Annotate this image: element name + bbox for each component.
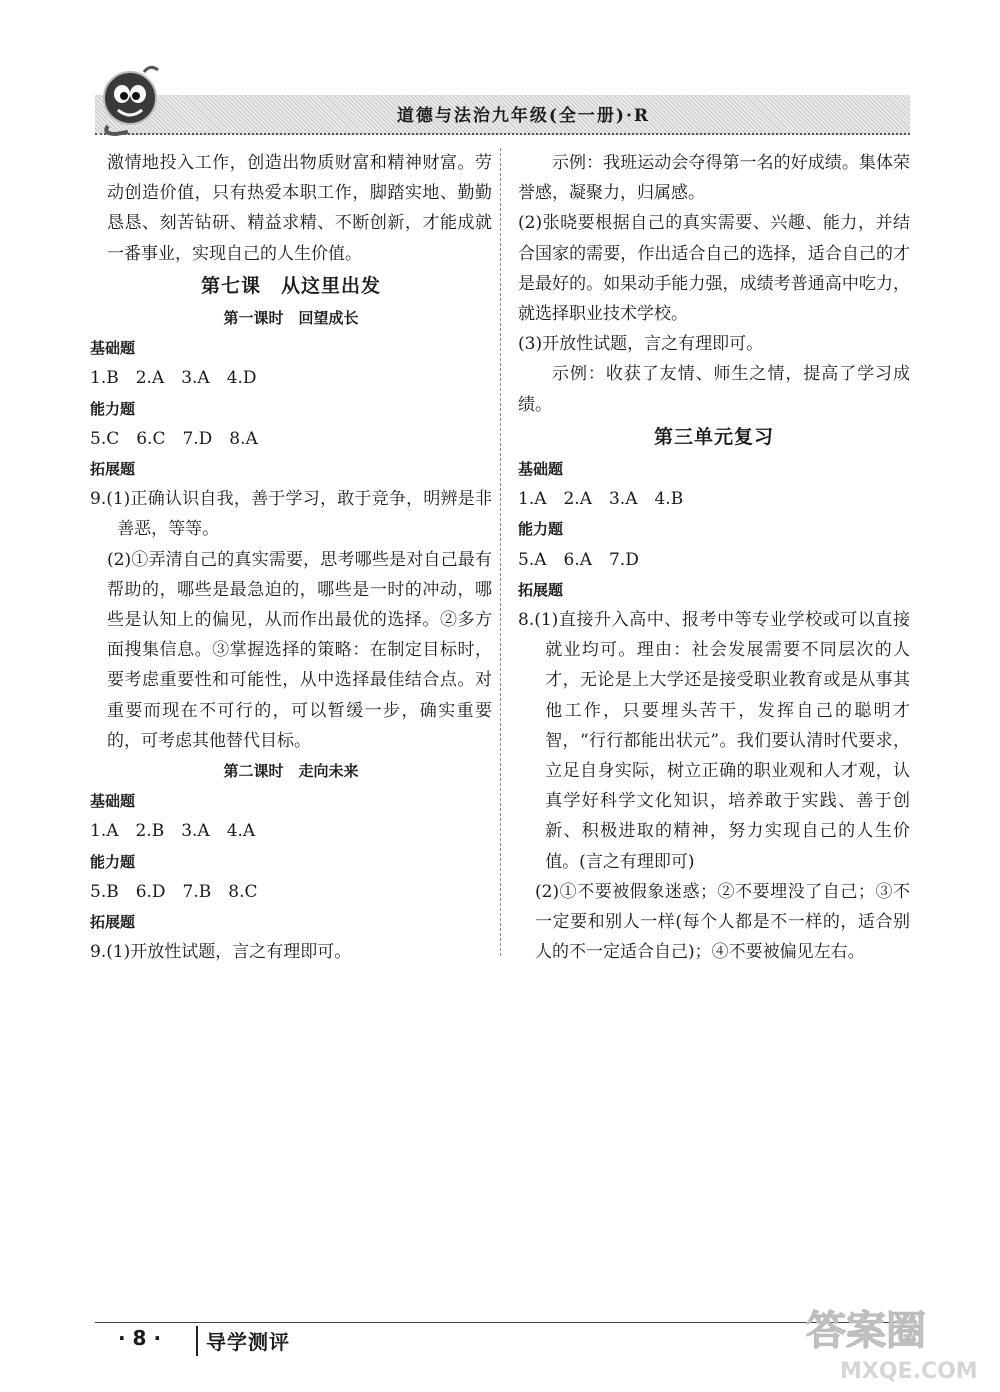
- watermark-text: 答案圈: [806, 1308, 926, 1354]
- ability-label: 能力题: [90, 399, 136, 418]
- q9-part2: (2)张晓要根据自己的真实需要、兴趣、能力，并结合国家的需要，作出适合自己的选择，适合自己的才是最好的。如果动手能力强，成绩考普通高中吃力，就选择职业技术学校。: [518, 213, 910, 325]
- example-2: 示例：收获了友情、师生之情，提高了学习成绩。: [518, 364, 910, 415]
- extension-label: 拓展题: [518, 580, 564, 599]
- basic-label: 基础题: [518, 460, 564, 479]
- basic-label: 基础题: [90, 792, 136, 811]
- watermark-url: MXQE.COM: [840, 1359, 978, 1384]
- review-basic-answers: 1.A 2.A 3.A 4.B: [518, 489, 684, 510]
- period1-q9-part1: 9.(1)正确认识自我，善于学习，敢于竞争，明辨是非善恶，等等。: [90, 489, 492, 540]
- period1-ability-answers: 5.C 6.C 7.D 8.A: [90, 428, 258, 449]
- example-1: 示例：我班运动会夺得第一名的好成绩。集体荣誉感，凝聚力，归属感。: [518, 153, 910, 204]
- extension-label: 拓展题: [90, 913, 136, 932]
- basic-label: 基础题: [90, 339, 136, 358]
- period2-title: 第二课时 走向未来: [223, 762, 359, 781]
- extension-label: 拓展题: [90, 460, 136, 479]
- review-ability-answers: 5.A 6.A 7.D: [518, 549, 639, 570]
- ability-label: 能力题: [518, 520, 564, 539]
- column-divider: [500, 148, 501, 956]
- ability-label: 能力题: [90, 852, 136, 871]
- review-q8-part1: 8.(1)直接升入高中、报考中等专业学校或可以直接就业均可。理由：社会发展需要不同层次的人才，无论是上大学还是接受职业教育或是从事其他工作，只要埋头苦干，发挥自己的聪明才智，“行行都能出状元”。我们要认清时代要求，立足自身实际，树立正确的职业观和人才观，认真学好科学文化知识，培养敢于实践、善于创新、积极进取的精神，努力实现自己的人生价值。(言之有理即可): [518, 610, 910, 872]
- lesson-title: 第七课 从这里出发: [200, 274, 381, 297]
- period1-basic-answers: 1.B 2.A 3.A 4.D: [90, 368, 257, 389]
- footer-separator: [196, 1326, 198, 1356]
- header-title: 道德与法治九年级(全一册)·R: [396, 106, 650, 126]
- left-column: [90, 148, 492, 967]
- watermark-logo-icon: [800, 1300, 990, 1384]
- page-number: · 8 ·: [118, 1326, 162, 1350]
- period2-q9-part1: 9.(1)开放性试题，言之有理即可。: [90, 942, 352, 963]
- answer-continuation: 激情地投入工作，创造出物质财富和精神财富。劳动创造价值，只有热爱本职工作，脚踏实地、勤勤恳恳、刻苦钻研、精益求精、不断创新，才能成就一番事业，实现自己的人生价值。: [107, 153, 492, 264]
- right-column: [518, 148, 910, 967]
- period1-title: 第一课时 回望成长: [223, 309, 359, 328]
- period1-q9-part2: (2)①弄清自己的真实需要，思考哪些是对自己最有帮助的，哪些是最急迫的，哪些是一时的冲动，哪些是认知上的偏见，从而作出最优的选择。②多方面搜集信息。③掌握选择的策略：在制定目标时，要考虑重要性和可能性，从中选择最佳结合点。对重要而现在不可行的，可以暂缓一步，确实重要的，可考虑其他替代目标。: [107, 549, 492, 751]
- book-name: 导学测评: [206, 1330, 290, 1354]
- footer-rule: [95, 1322, 905, 1323]
- q9-part3: (3)开放性试题，言之有理即可。: [518, 334, 764, 355]
- review-q8-part2: (2)①不要被假象迷惑；②不要埋没了自己；③不一定要和别人一样(每个人都是不一样的，适合别人的不一定适合自己)；④不要被偏见左右。: [535, 881, 910, 963]
- period2-ability-answers: 5.B 6.D 7.B 8.C: [90, 881, 258, 902]
- page-header: [95, 95, 910, 135]
- period2-basic-answers: 1.A 2.B 3.A 4.A: [90, 821, 256, 842]
- mascot-logo-icon: [88, 62, 170, 140]
- unit-review-title: 第三单元复习: [653, 425, 774, 448]
